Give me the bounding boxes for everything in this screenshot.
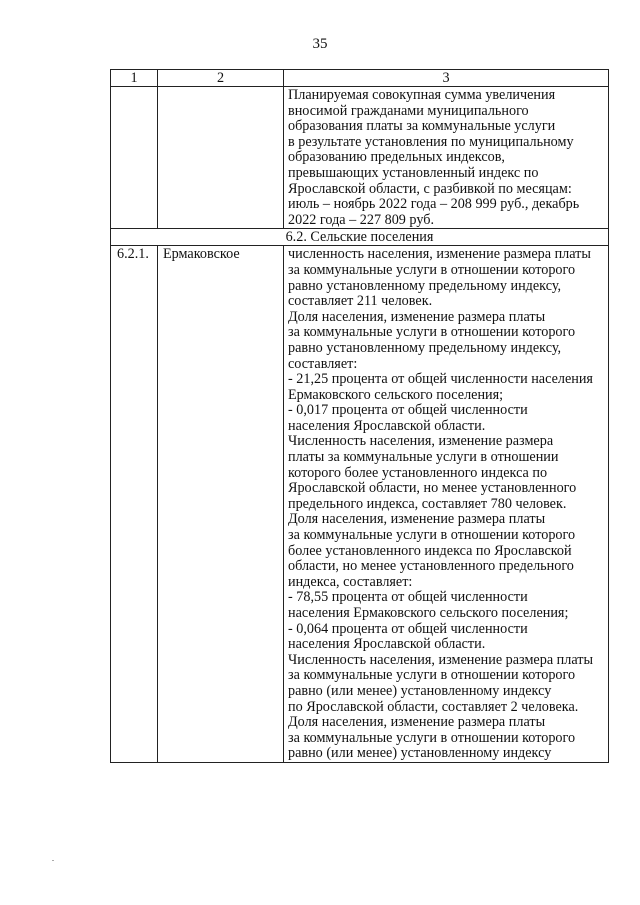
text-line: Ермаковского сельского поселения; <box>288 386 504 403</box>
text-line: численность населения, изменение размера платы <box>288 246 591 263</box>
text-line: Планируемая совокупная сумма увеличения <box>288 87 556 103</box>
column-header-3: 3 <box>284 70 609 87</box>
text-line: индекса, составляет: <box>288 573 413 590</box>
text-line: превышающих установленный индекс по <box>288 164 539 181</box>
text-line: - 78,55 процента от общей численности <box>288 589 528 606</box>
text-line: за коммунальные услуги в отношении которого <box>288 729 576 746</box>
document-table <box>110 69 609 763</box>
text-line: равно (или менее) установленному индексу <box>288 745 552 762</box>
text-line: за коммунальные услуги в отношении которого <box>288 667 576 684</box>
text-line: июль – ноябрь 2022 года – 208 999 руб., декабрь <box>288 196 580 213</box>
page-number: 35 <box>312 36 328 52</box>
text-line: предельного индекса, составляет 780 человек. <box>288 495 567 512</box>
continuation-cell-1 <box>111 87 158 229</box>
text-line: за коммунальные услуги в отношении которого <box>288 527 576 544</box>
text-line: - 0,064 процента от общей численности <box>288 620 528 637</box>
continuation-cell-2 <box>158 87 284 229</box>
row-text-cell <box>284 246 609 763</box>
text-line: - 21,25 процента от общей численности населения <box>288 371 593 388</box>
section-title: 6.2. Сельские поселения <box>111 229 609 246</box>
table-row <box>111 246 609 763</box>
text-line: составляет: <box>288 355 358 372</box>
settlement-name: Ермаковское <box>158 246 284 763</box>
text-line: Ярославской области, с разбивкой по месяцам: <box>288 180 572 197</box>
text-line: Доля населения, изменение размера платы <box>288 308 546 325</box>
text-line: вносимой гражданами муниципального <box>288 102 529 119</box>
text-line: равно установленному предельному индексу, <box>288 339 562 356</box>
continuation-text-cell <box>284 87 609 229</box>
section-row <box>111 229 609 246</box>
text-line: Доля населения, изменение размера платы <box>288 511 546 528</box>
text-line: составляет 211 человек. <box>288 293 433 310</box>
text-line: за коммунальные услуги в отношении которого <box>288 324 576 341</box>
text-line: населения Ермаковского сельского поселения; <box>288 605 569 621</box>
text-line: Доля населения, изменение размера платы <box>288 714 546 731</box>
text-line: Численность населения, изменение размера <box>288 433 554 450</box>
text-line: по Ярославской области, составляет 2 человека. <box>288 698 579 715</box>
text-line: Численность населения, изменение размера платы <box>288 651 594 668</box>
text-line: более установленного индекса по Ярославской <box>288 542 572 559</box>
text-line: платы за коммунальные услуги в отношении <box>288 449 559 466</box>
table-header-row <box>111 70 609 87</box>
text-line: за коммунальные услуги в отношении которого <box>288 261 576 278</box>
text-line: равно (или менее) установленному индексу <box>288 682 552 699</box>
text-line: области, но менее установленного предельного <box>288 558 574 575</box>
text-line: образованию предельных индексов, <box>288 149 505 166</box>
text-line: которого более установленного индекса по <box>288 464 548 481</box>
row-number: 6.2.1. <box>111 246 158 763</box>
text-line: населения Ярославской области. <box>288 417 486 434</box>
column-header-1: 1 <box>111 70 158 87</box>
scan-mark <box>52 860 54 861</box>
text-line: в результате установления по муниципальному <box>288 133 574 150</box>
text-line: равно установленному предельному индексу, <box>288 277 562 294</box>
text-line: 2022 года – 227 809 руб. <box>288 211 435 228</box>
continuation-row <box>111 87 609 229</box>
text-line: населения Ярославской области. <box>288 636 486 653</box>
text-line: Ярославской области, но менее установленного <box>288 480 577 497</box>
text-line: - 0,017 процента от общей численности <box>288 402 528 419</box>
text-line: образования платы за коммунальные услуги <box>288 118 556 135</box>
column-header-2: 2 <box>158 70 284 87</box>
